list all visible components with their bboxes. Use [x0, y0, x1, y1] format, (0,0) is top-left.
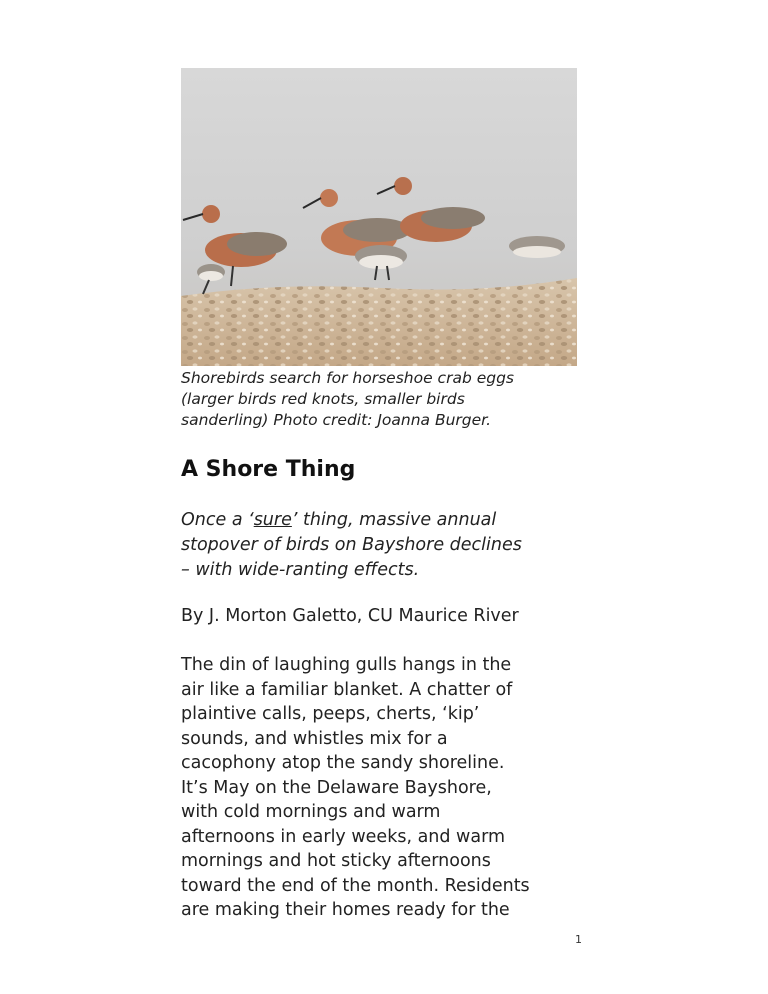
body-line: with cold mornings and warm: [181, 802, 441, 822]
deck-line: stopover of birds on Bayshore declines: [181, 535, 522, 555]
body-line: mornings and hot sticky afternoons: [181, 851, 491, 871]
deck-line: – with wide-ranting effects.: [181, 560, 420, 580]
page-number: 1: [575, 933, 582, 946]
deck-text: ’ thing, massive annual: [291, 510, 497, 530]
body-line: afternoons in early weeks, and warm: [181, 826, 506, 847]
article-byline: By J. Morton Galetto, CU Maurice River: [181, 606, 519, 626]
body-line: plaintive calls, peeps, cherts, ‘kip’: [181, 704, 480, 724]
sanderling-bird: [509, 236, 565, 258]
deck-text: Once a: [181, 510, 249, 530]
shorebirds-photo-image: [181, 68, 577, 366]
body-line: toward the end of the month. Residents: [181, 875, 530, 896]
body-line: are making their homes ready for the: [181, 900, 510, 920]
article-deck: [181, 508, 581, 583]
photo-caption: [181, 368, 581, 431]
deck-quote-open: ‘: [248, 510, 254, 530]
body-line: cacophony atop the sandy shoreline.: [181, 753, 505, 773]
article-body: [181, 653, 591, 923]
caption-line: Shorebirds search for horseshoe crab eggs: [181, 369, 514, 387]
caption-line: (larger birds red knots, smaller birds: [181, 390, 465, 408]
article-title: A Shore Thing: [181, 457, 356, 482]
body-line: air like a familiar blanket. A chatter of: [181, 679, 513, 700]
body-line: It’s May on the Delaware Bayshore,: [181, 777, 492, 798]
deck-line: [181, 508, 581, 533]
body-line: sounds, and whistles mix for a: [181, 728, 448, 749]
deck-underlined-word: sure: [253, 510, 292, 530]
body-line: The din of laughing gulls hangs in the: [181, 655, 512, 675]
shorebirds-photo: [181, 68, 577, 366]
caption-line: sanderling) Photo credit: Joanna Burger.: [181, 411, 492, 429]
